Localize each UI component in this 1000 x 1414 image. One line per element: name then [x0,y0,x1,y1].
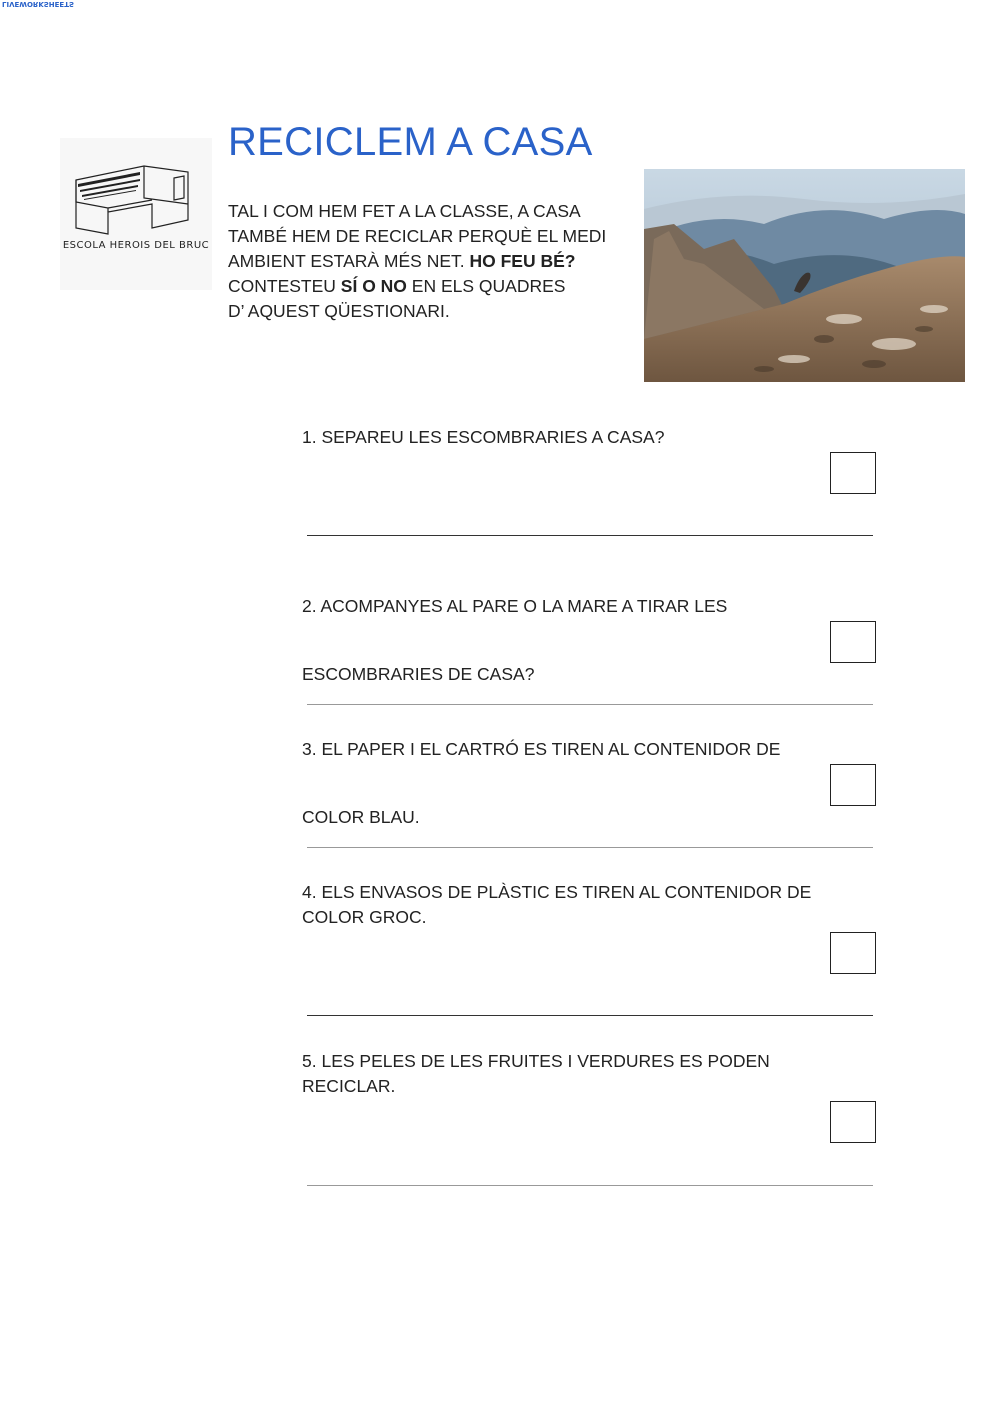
question-4-text-cont: COLOR GROC. [302,907,427,927]
question-1-answer-box[interactable] [830,452,876,494]
question-5-text-cont: RECICLAR. [302,1076,396,1096]
intro-emphasis: HO FEU BÉ? [469,251,576,271]
watermark: LIVEWORKSHEETS [2,0,75,8]
school-name: ESCOLA HEROIS DEL BRUC [62,240,210,251]
answer-line [307,847,873,848]
intro-line [228,249,638,274]
intro-text: EN ELS QUADRES [406,276,566,296]
intro-paragraph [228,199,638,324]
answer-line [307,1185,873,1186]
mountain-photo [644,169,965,382]
question-4-answer-box[interactable] [830,932,876,974]
page-title: RECICLEM A CASA [228,120,593,164]
question-2-text: 2. ACOMPANYES AL PARE O LA MARE A TIRAR LES [302,596,728,616]
answer-line [307,704,873,705]
school-building-icon [74,158,198,238]
question-3-text: 3. EL PAPER I EL CARTRÓ ES TIREN AL CONTENIDOR DE [302,739,781,759]
intro-line [228,274,638,299]
intro-line: TAMBÉ HEM DE RECICLAR PERQUÈ EL MEDI [228,226,607,246]
intro-emphasis: SÍ O NO [340,276,407,296]
question-3-text-cont: COLOR BLAU. [302,807,420,827]
mountain-landscape-image [644,169,965,382]
school-logo [60,138,212,290]
question-2-text-cont: ESCOMBRARIES DE CASA? [302,664,535,684]
answer-line [307,1015,873,1016]
question-5-text: 5. LES PELES DE LES FRUITES I VERDURES ES PODEN [302,1051,770,1071]
intro-text: AMBIENT ESTARÀ MÉS NET. [228,251,470,271]
intro-text: CONTESTEU [228,276,341,296]
intro-line: D’ AQUEST QÜESTIONARI. [228,301,450,321]
question-4-text: 4. ELS ENVASOS DE PLÀSTIC ES TIREN AL CONTENIDOR DE [302,882,812,902]
question-1-text: 1. SEPAREU LES ESCOMBRARIES A CASA? [302,427,665,447]
answer-line [307,535,873,536]
intro-line: TAL I COM HEM FET A LA CLASSE, A CASA [228,201,581,221]
question-2-answer-box[interactable] [830,621,876,663]
question-5-answer-box[interactable] [830,1101,876,1143]
question-3-answer-box[interactable] [830,764,876,806]
